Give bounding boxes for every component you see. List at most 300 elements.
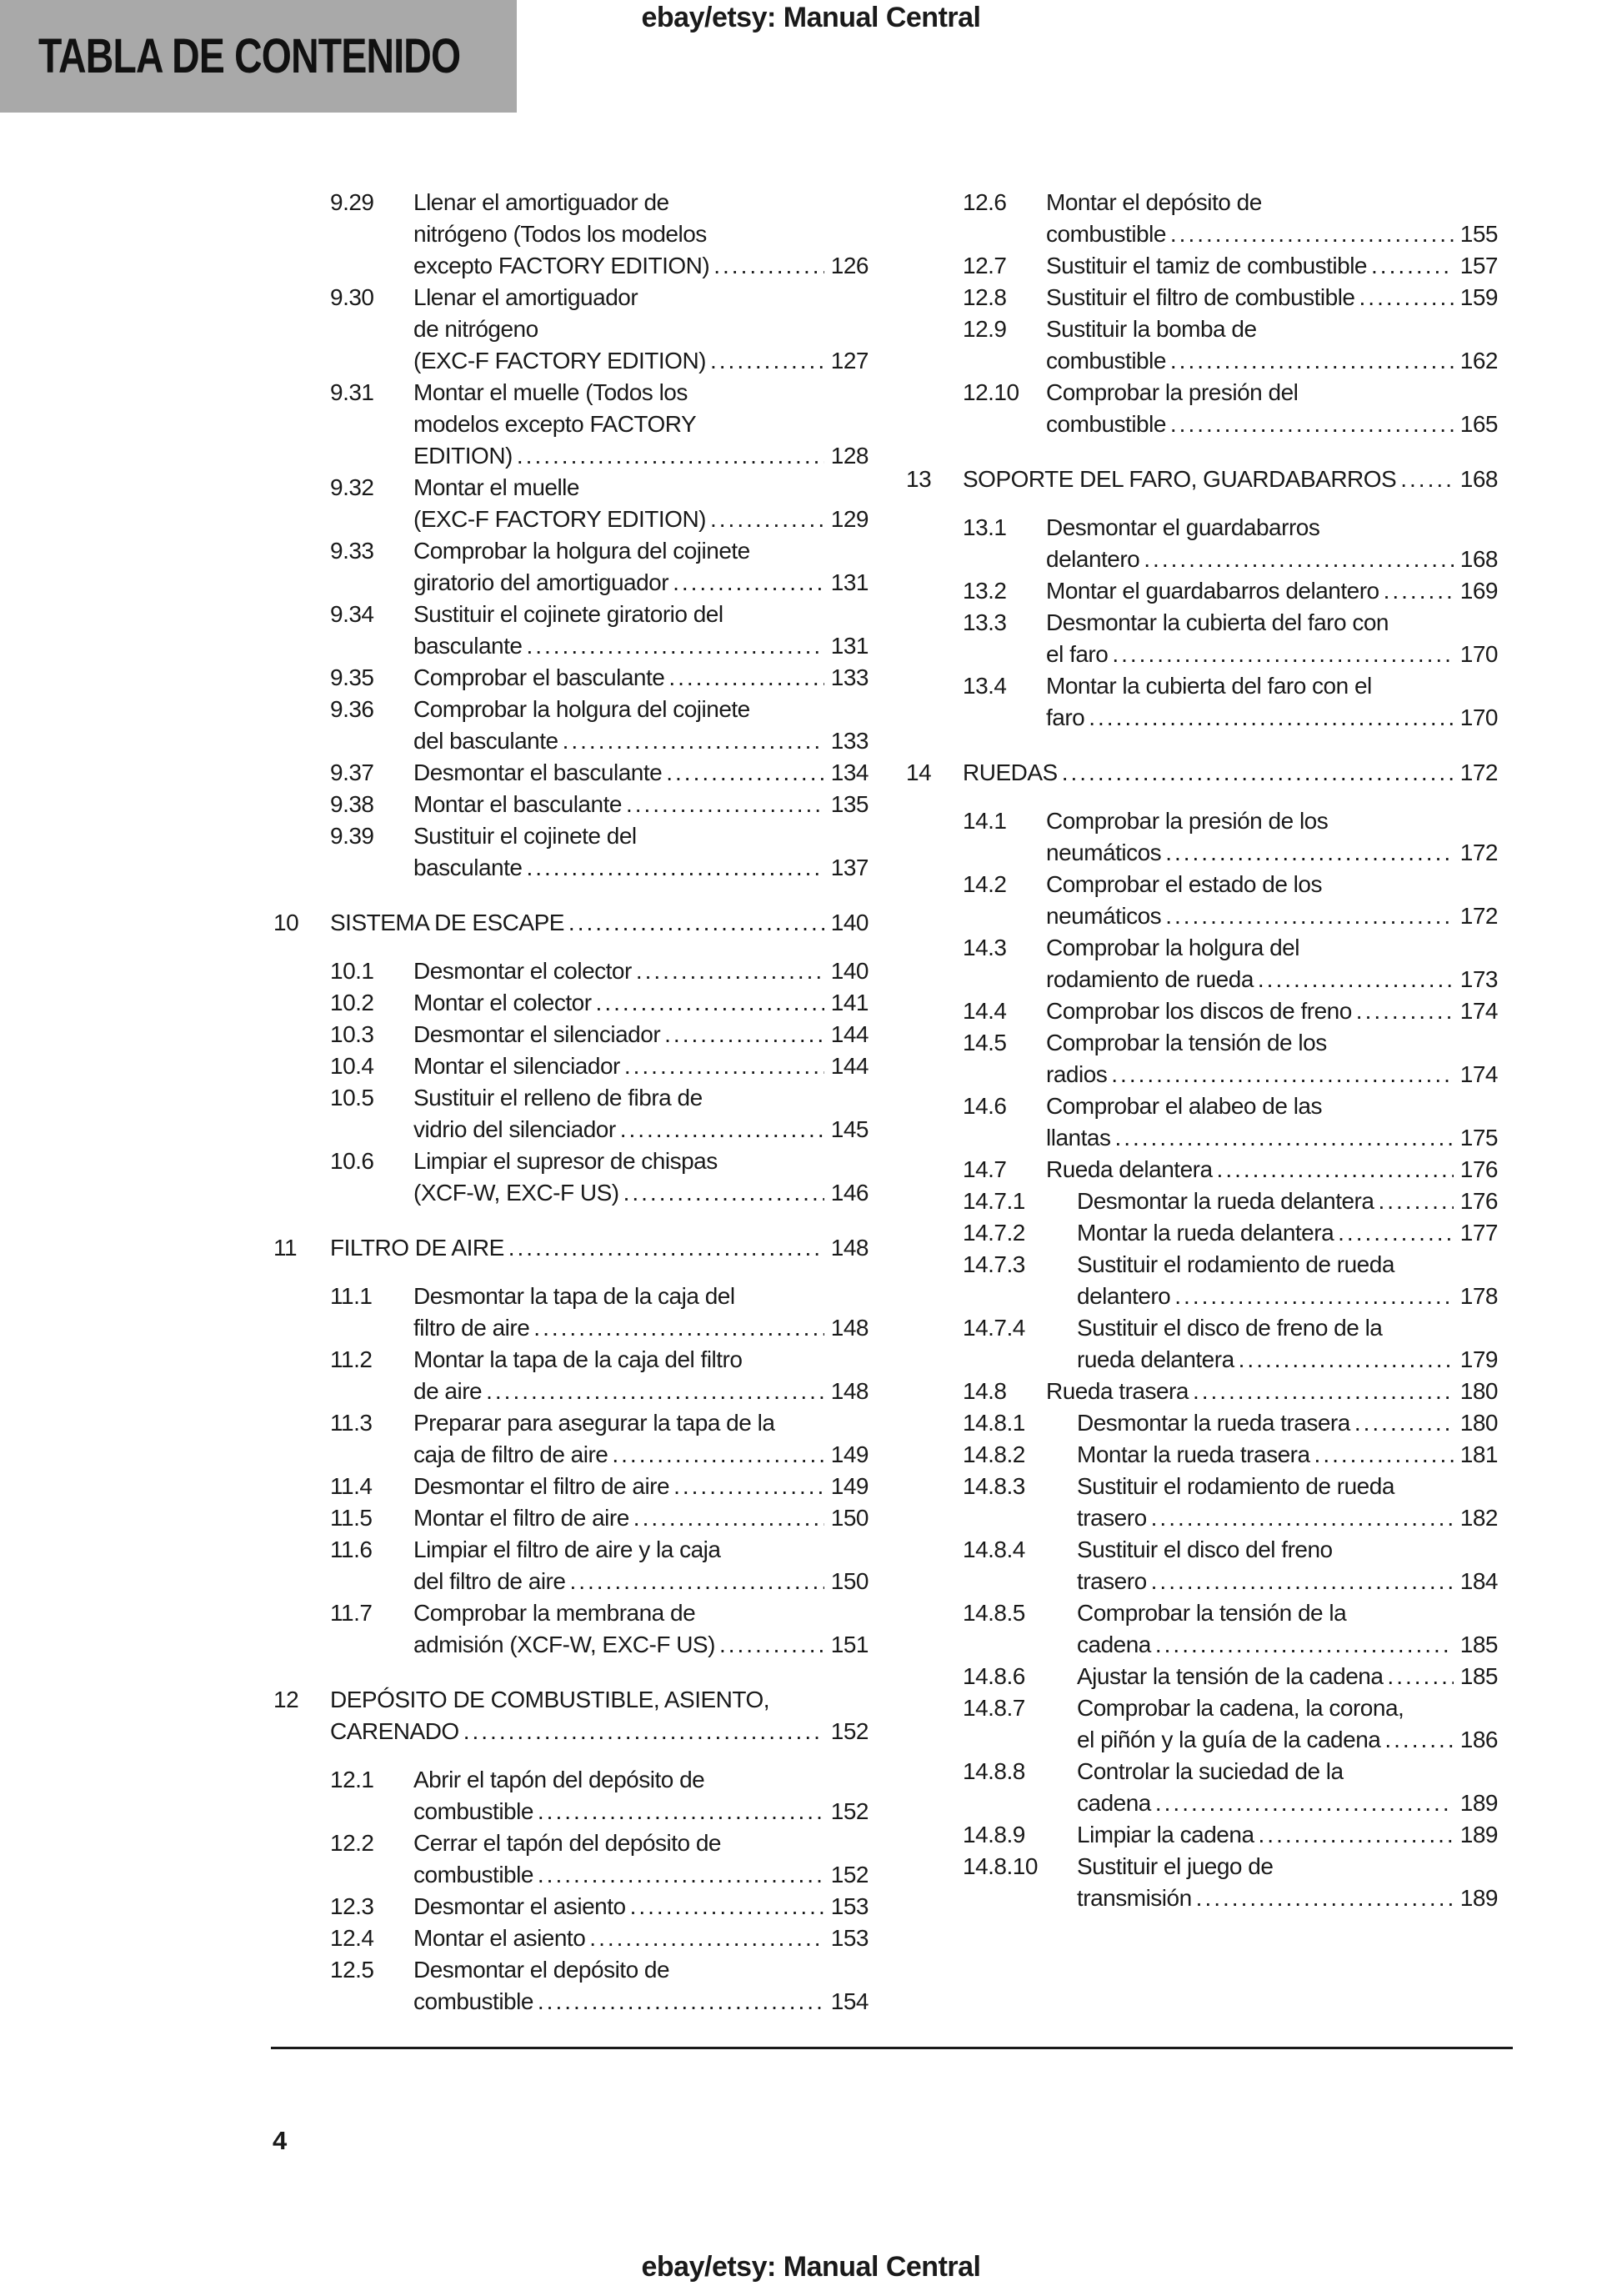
- toc-entry: [906, 1186, 1498, 1217]
- toc-entry-text: Montar el asiento: [413, 1925, 586, 1951]
- toc-entry-line: [1046, 869, 1498, 900]
- toc-entry-text: Montar el silenciador: [413, 1053, 620, 1079]
- toc-entry-body: [1046, 805, 1498, 869]
- toc-entry-line: [1046, 670, 1498, 702]
- toc-entry-text: Comprobar la membrana de: [413, 1600, 696, 1626]
- toc-entry: [273, 694, 869, 757]
- toc-entry-body: [1077, 1471, 1498, 1534]
- toc-entry-body: [413, 1764, 869, 1827]
- toc-entry-line: [963, 757, 1498, 789]
- toc-entry-body: [330, 907, 869, 939]
- toc-entry: [273, 1534, 869, 1597]
- toc-page-number: 153: [830, 1925, 869, 1951]
- dot-leader: [624, 1050, 824, 1082]
- toc-entry-line: [1077, 1629, 1498, 1661]
- toc-entry-text: DEPÓSITO DE COMBUSTIBLE, ASIENTO,: [330, 1687, 770, 1712]
- toc-page-number: 170: [1459, 704, 1498, 730]
- dot-leader: [1089, 702, 1454, 734]
- toc-entry-text: Sustituir el rodamiento de rueda: [1077, 1473, 1394, 1499]
- toc-entry-text: Desmontar la cubierta del faro con: [1046, 609, 1389, 635]
- toc-entry-line: [413, 694, 869, 725]
- toc-entry-number: 11.5: [330, 1505, 373, 1531]
- toc-entry-text: Montar el colector: [413, 990, 592, 1015]
- toc-entry-text: Comprobar la presión del: [1046, 379, 1299, 405]
- toc-entry-line: [413, 852, 869, 884]
- toc-page-number: 170: [1459, 641, 1498, 667]
- toc-entry-line: [413, 1764, 869, 1796]
- dot-leader: [563, 725, 824, 757]
- toc-entry-line: [413, 1891, 869, 1923]
- toc-entry-number: 14.8.9: [963, 1822, 1025, 1847]
- dot-leader: [1170, 218, 1454, 250]
- toc-entry-text: Limpiar el filtro de aire y la caja: [413, 1537, 721, 1562]
- toc-entry-text: Sustituir el filtro de combustible: [1046, 284, 1355, 310]
- toc-entry-text: Montar la rueda trasera: [1077, 1441, 1310, 1467]
- toc-page-number: 172: [1459, 759, 1498, 785]
- toc-entry-number: 9.30: [330, 284, 374, 310]
- toc-section: [906, 757, 1498, 789]
- toc-entry-number: 14.7.2: [963, 1220, 1025, 1246]
- toc-entry-text: Controlar la suciedad de la: [1077, 1758, 1344, 1784]
- toc-entry-line: [413, 1281, 869, 1312]
- toc-entry-text: caja de filtro de aire: [413, 1441, 608, 1467]
- toc-entry-line: [1077, 1471, 1498, 1502]
- toc-entry-number: 11.1: [330, 1283, 373, 1309]
- toc-entry-line: [1046, 702, 1498, 734]
- toc-section: [273, 1232, 869, 1264]
- dot-leader: [612, 1439, 824, 1471]
- toc-entry: [906, 512, 1498, 575]
- toc-entry-line: [1077, 1566, 1498, 1597]
- toc-entry-number: 14.8.7: [963, 1695, 1025, 1721]
- toc-page-number: 185: [1459, 1663, 1498, 1689]
- toc-entry-number: 14.7: [963, 1156, 1007, 1182]
- toc-entry-number: 12.5: [330, 1957, 374, 1983]
- toc-entry-line: [413, 820, 869, 852]
- toc-entry-text: Montar la cubierta del faro con el: [1046, 673, 1372, 699]
- toc-entry: [273, 1281, 869, 1344]
- dot-leader: [666, 757, 824, 789]
- toc-entry-body: [1046, 1090, 1498, 1154]
- toc-entry: [906, 313, 1498, 377]
- toc-entry-line: [1077, 1756, 1498, 1787]
- toc-entry-text: trasero: [1077, 1568, 1147, 1594]
- toc-page-number: 127: [830, 348, 869, 373]
- toc-entry: [273, 1502, 869, 1534]
- toc-entry-line: [413, 987, 869, 1019]
- dot-leader: [673, 567, 824, 599]
- toc-entry-line: [1046, 512, 1498, 544]
- toc-entry-line: [1077, 1312, 1498, 1344]
- toc-entry-line: [1077, 1661, 1498, 1692]
- toc-entry-body: [413, 1923, 869, 1954]
- dot-leader: [1170, 409, 1454, 440]
- toc-entry-body: [330, 1232, 869, 1264]
- toc-entry-body: [330, 1684, 869, 1747]
- toc-entry-number: 12.9: [963, 316, 1007, 342]
- toc-entry-text: Sustituir el relleno de fibra de: [413, 1085, 703, 1110]
- toc-entry-text: vidrio del silenciador: [413, 1116, 616, 1142]
- toc-section: [273, 1684, 869, 1747]
- toc-entry: [273, 1050, 869, 1082]
- toc-entry-line: [1077, 1281, 1498, 1312]
- toc-entry-text: basculante: [413, 633, 523, 659]
- dot-leader: [568, 907, 824, 939]
- toc-page-number: 144: [830, 1053, 869, 1079]
- toc-entry-line: [413, 187, 869, 218]
- dot-leader: [508, 1232, 824, 1264]
- toc-entry-line: [413, 1050, 869, 1082]
- toc-entry-number: 14.8.6: [963, 1663, 1025, 1689]
- toc-entry-line: [413, 1177, 869, 1209]
- dot-leader: [1378, 1186, 1453, 1217]
- toc-entry-line: [413, 1954, 869, 1986]
- toc-entry-text: Montar el guardabarros delantero: [1046, 578, 1379, 604]
- toc-page-number: 162: [1459, 348, 1498, 373]
- toc-entry-line: [1046, 1027, 1498, 1059]
- toc-entry: [906, 1090, 1498, 1154]
- toc-entry-body: [1046, 512, 1498, 575]
- toc-entry-body: [413, 1827, 869, 1891]
- toc-entry-line: [1046, 932, 1498, 964]
- toc-entry-number: 14.8.5: [963, 1600, 1025, 1626]
- toc-entry-line: [413, 1471, 869, 1502]
- toc-page-number: 135: [830, 791, 869, 817]
- toc-entry-line: [413, 567, 869, 599]
- toc-entry: [273, 535, 869, 599]
- toc-entry-line: [413, 1597, 869, 1629]
- toc-entry-line: [413, 1344, 869, 1376]
- toc-entry-line: [1077, 1882, 1498, 1914]
- toc-page-number: 172: [1459, 840, 1498, 865]
- toc-entry-line: [330, 1232, 869, 1264]
- toc-entry-line: [1046, 313, 1498, 345]
- toc-entry-text: Desmontar el asiento: [413, 1893, 626, 1919]
- toc-entry-number: 13.1: [963, 514, 1007, 540]
- toc-entry-text: combustible: [413, 1862, 533, 1887]
- toc-entry-number: 11.3: [330, 1410, 373, 1436]
- toc-entry-line: [1046, 575, 1498, 607]
- toc-entry-number: 9.39: [330, 823, 374, 849]
- toc-entry-body: [1077, 1186, 1498, 1217]
- toc-entry-line: [413, 1114, 869, 1145]
- toc-entry: [906, 805, 1498, 869]
- toc-entry: [273, 1145, 869, 1209]
- toc-entry-line: [1046, 964, 1498, 995]
- toc-entry-text: Montar el muelle: [413, 474, 579, 500]
- toc-entry-line: [413, 377, 869, 409]
- toc-column-right: [906, 187, 1498, 1914]
- toc-entry-body: [413, 1597, 869, 1661]
- toc-page-number: 157: [1459, 253, 1498, 278]
- toc-entry-text: Desmontar el depósito de: [413, 1957, 670, 1983]
- toc-entry-body: [413, 187, 869, 282]
- toc-entry-text: Comprobar la cadena, la corona,: [1077, 1695, 1404, 1721]
- toc-entry-line: [1046, 900, 1498, 932]
- toc-entry-body: [1046, 1376, 1498, 1407]
- page-number: 4: [273, 2126, 288, 2155]
- toc-entry-text: admisión (XCF-W, EXC-F US): [413, 1632, 715, 1657]
- toc-entry-text: cadena: [1077, 1632, 1151, 1657]
- toc-entry-text: Desmontar la rueda delantera: [1077, 1188, 1374, 1214]
- toc-entry-line: [1077, 1819, 1498, 1851]
- toc-entry: [273, 1827, 869, 1891]
- toc-entry-line: [330, 907, 869, 939]
- dot-leader: [1114, 1122, 1453, 1154]
- toc-entry: [906, 1217, 1498, 1249]
- toc-entry-line: [1046, 995, 1498, 1027]
- toc-entry-number: 14.2: [963, 871, 1007, 897]
- toc-entry-body: [1046, 869, 1498, 932]
- toc-entry: [906, 932, 1498, 995]
- toc-entry-number: 13.3: [963, 609, 1007, 635]
- toc-entry-text: Rueda delantera: [1046, 1156, 1213, 1182]
- toc-entry-body: [413, 472, 869, 535]
- toc-page-number: 173: [1459, 966, 1498, 992]
- toc-page-number: 186: [1459, 1727, 1498, 1752]
- toc-entry-line: [1046, 218, 1498, 250]
- dot-leader: [526, 630, 824, 662]
- toc-section: [906, 464, 1498, 495]
- toc-page-number: 126: [830, 253, 869, 278]
- toc-entry-line: [413, 599, 869, 630]
- toc-entry-text: Comprobar la holgura del cojinete: [413, 538, 750, 564]
- dot-leader: [1151, 1502, 1454, 1534]
- toc-entry-body: [413, 1019, 869, 1050]
- toc-entry: [273, 1407, 869, 1471]
- toc-entry: [273, 789, 869, 820]
- toc-entry-body: [1077, 1407, 1498, 1439]
- toc-entry: [273, 1471, 869, 1502]
- toc-entry-text: (XCF-W, EXC-F US): [413, 1180, 619, 1206]
- dot-leader: [620, 1114, 824, 1145]
- toc-entry-text: (EXC-F FACTORY EDITION): [413, 348, 706, 373]
- toc-entry: [906, 1534, 1498, 1597]
- toc-entry-body: [1077, 1534, 1498, 1597]
- toc-entry-text: transmisión: [1077, 1885, 1192, 1911]
- toc-entry-line: [413, 630, 869, 662]
- toc-entry-number: 11.6: [330, 1537, 373, 1562]
- dot-leader: [486, 1376, 824, 1407]
- toc-entry: [273, 1954, 869, 2018]
- toc-entry: [906, 187, 1498, 250]
- toc-entry-line: [1077, 1439, 1498, 1471]
- toc-entry-body: [413, 662, 869, 694]
- toc-page-number: 141: [830, 990, 869, 1015]
- toc-entry-line: [1077, 1851, 1498, 1882]
- toc-entry: [906, 1249, 1498, 1312]
- toc-page-number: 133: [830, 664, 869, 690]
- toc-entry-line: [1046, 187, 1498, 218]
- toc-entry-text: filtro de aire: [413, 1315, 530, 1341]
- toc-entry-number: 9.31: [330, 379, 374, 405]
- toc-entry-number: 12.2: [330, 1830, 374, 1856]
- dot-leader: [1174, 1281, 1454, 1312]
- toc-entry-line: [1077, 1186, 1498, 1217]
- dot-leader: [626, 789, 824, 820]
- toc-page-number: 189: [1459, 1790, 1498, 1816]
- toc-entry-text: Rueda trasera: [1046, 1378, 1189, 1404]
- toc-entry-number: 12.3: [330, 1893, 374, 1919]
- toc-entry-number: 9.36: [330, 696, 374, 722]
- toc-entry-text: Comprobar la tensión de la: [1077, 1600, 1347, 1626]
- toc-entry-line: [1077, 1534, 1498, 1566]
- toc-entry-text: Desmontar el guardabarros: [1046, 514, 1320, 540]
- dot-leader: [1151, 1566, 1454, 1597]
- toc-entry: [906, 575, 1498, 607]
- toc-entry-body: [1046, 670, 1498, 734]
- toc-page-number: 146: [830, 1180, 869, 1206]
- toc-entry-body: [963, 757, 1498, 789]
- toc-entry-text: Ajustar la tensión de la cadena: [1077, 1663, 1384, 1689]
- toc-entry-text: Desmontar el filtro de aire: [413, 1473, 670, 1499]
- footer-rule: [271, 2047, 1513, 2049]
- toc-entry-line: [413, 409, 869, 440]
- toc-entry: [273, 377, 869, 472]
- toc-entry-body: [413, 1954, 869, 2018]
- dot-leader: [713, 250, 824, 282]
- toc-entry-line: [413, 1827, 869, 1859]
- toc-entry-text: del filtro de aire: [413, 1568, 566, 1594]
- toc-section: [273, 907, 869, 939]
- toc-entry-number: 14.5: [963, 1030, 1007, 1055]
- toc-entry-text: Montar el muelle (Todos los: [413, 379, 688, 405]
- dot-leader: [1371, 250, 1454, 282]
- dot-leader: [1111, 1059, 1454, 1090]
- toc-entry-number: 14.7.3: [963, 1251, 1025, 1277]
- toc-entry-text: llantas: [1046, 1125, 1111, 1151]
- toc-entry: [906, 1471, 1498, 1534]
- toc-entry-body: [1046, 250, 1498, 282]
- toc-entry: [906, 1376, 1498, 1407]
- toc-entry-body: [413, 282, 869, 377]
- toc-entry-text: combustible: [413, 1798, 533, 1824]
- toc-entry-body: [1077, 1661, 1498, 1692]
- toc-entry: [273, 599, 869, 662]
- toc-entry-body: [413, 1891, 869, 1923]
- toc-page-number: 148: [830, 1315, 869, 1341]
- toc-entry-text: neumáticos: [1046, 840, 1162, 865]
- toc-entry-line: [413, 1407, 869, 1439]
- toc-page-number: 152: [830, 1718, 869, 1744]
- toc-entry-line: [1077, 1787, 1498, 1819]
- toc-entry-text: neumáticos: [1046, 903, 1162, 929]
- toc-entry: [273, 757, 869, 789]
- toc-entry-body: [413, 820, 869, 884]
- toc-entry-line: [1077, 1692, 1498, 1724]
- toc-entry-line: [413, 1376, 869, 1407]
- toc-entry-line: [413, 662, 869, 694]
- toc-entry-body: [1046, 377, 1498, 440]
- toc-entry-number: 10.1: [330, 958, 374, 984]
- dot-leader: [1165, 900, 1454, 932]
- toc-entry-line: [413, 440, 869, 472]
- toc-entry-body: [413, 377, 869, 472]
- toc-page-number: 148: [830, 1378, 869, 1404]
- toc-entry-line: [413, 472, 869, 504]
- toc-entry-body: [1046, 607, 1498, 670]
- toc-entry-text: Montar la rueda delantera: [1077, 1220, 1334, 1246]
- dot-leader: [1400, 464, 1454, 495]
- toc-entry-line: [1046, 377, 1498, 409]
- dot-leader: [719, 1629, 824, 1661]
- toc-entry-text: Desmontar el colector: [413, 958, 632, 984]
- toc-entry: [906, 1027, 1498, 1090]
- toc-entry-text: giratorio del amortiguador: [413, 569, 669, 595]
- toc-column-left: [273, 187, 869, 2018]
- toc-entry-line: [1046, 837, 1498, 869]
- toc-entry-text: nitrógeno (Todos los modelos: [413, 221, 707, 247]
- dot-leader: [668, 662, 824, 694]
- toc-entry-line: [1046, 1154, 1498, 1186]
- toc-page-number: 180: [1459, 1378, 1498, 1404]
- toc-page-number: 149: [830, 1473, 869, 1499]
- toc-entry: [906, 607, 1498, 670]
- toc-entry-body: [1046, 313, 1498, 377]
- toc-entry-body: [413, 1145, 869, 1209]
- toc-entry: [273, 662, 869, 694]
- toc-entry-text: Comprobar la presión de los: [1046, 808, 1329, 834]
- toc-page-number: 189: [1459, 1885, 1498, 1911]
- toc-entry-number: 9.33: [330, 538, 374, 564]
- toc-entry-number: 9.32: [330, 474, 374, 500]
- toc-entry: [273, 955, 869, 987]
- toc-entry-body: [413, 694, 869, 757]
- toc-entry: [906, 1851, 1498, 1914]
- toc-entry-body: [413, 1471, 869, 1502]
- toc-entry-line: [963, 464, 1498, 495]
- toc-entry-text: SISTEMA DE ESCAPE: [330, 910, 564, 935]
- toc-entry-text: Limpiar el supresor de chispas: [413, 1148, 718, 1174]
- toc-entry-line: [330, 1684, 869, 1716]
- dot-leader: [630, 1891, 824, 1923]
- toc-entry-line: [413, 1145, 869, 1177]
- toc-page-number: 181: [1459, 1441, 1498, 1467]
- toc-entry-body: [413, 1281, 869, 1344]
- toc-entry-line: [413, 955, 869, 987]
- toc-page-number: 154: [830, 1988, 869, 2014]
- toc-entry-text: Comprobar los discos de freno: [1046, 998, 1352, 1024]
- toc-entry: [273, 1891, 869, 1923]
- toc-entry-number: 10.3: [330, 1021, 374, 1047]
- dot-leader: [596, 987, 824, 1019]
- toc-entry-text: Sustituir el rodamiento de rueda: [1077, 1251, 1394, 1277]
- toc-entry-text: excepto FACTORY EDITION): [413, 253, 710, 278]
- toc-entry-line: [413, 1439, 869, 1471]
- toc-entry-number: 11.7: [330, 1600, 373, 1626]
- toc-entry-number: 14.8: [963, 1378, 1007, 1404]
- toc-entry-number: 14.8.3: [963, 1473, 1025, 1499]
- toc-entry-line: [413, 345, 869, 377]
- toc-entry-body: [413, 789, 869, 820]
- toc-entry: [273, 187, 869, 282]
- toc-page-number: 131: [830, 633, 869, 659]
- toc-entry-text: Comprobar el basculante: [413, 664, 665, 690]
- toc-entry-text: Comprobar el alabeo de las: [1046, 1093, 1322, 1119]
- toc-entry: [906, 250, 1498, 282]
- toc-entry-text: Comprobar el estado de los: [1046, 871, 1322, 897]
- dot-leader: [1387, 1661, 1453, 1692]
- toc-entry-line: [413, 1796, 869, 1827]
- toc-entry-text: radios: [1046, 1061, 1108, 1087]
- toc-entry: [906, 1407, 1498, 1439]
- toc-entry-text: SOPORTE DEL FARO, GUARDABARROS: [963, 466, 1397, 492]
- toc-entry-text: (EXC-F FACTORY EDITION): [413, 506, 706, 532]
- toc-page-number: 134: [830, 759, 869, 785]
- toc-entry: [273, 1082, 869, 1145]
- toc-entry-number: 12.1: [330, 1767, 374, 1792]
- toc-entry-number: 14.1: [963, 808, 1007, 834]
